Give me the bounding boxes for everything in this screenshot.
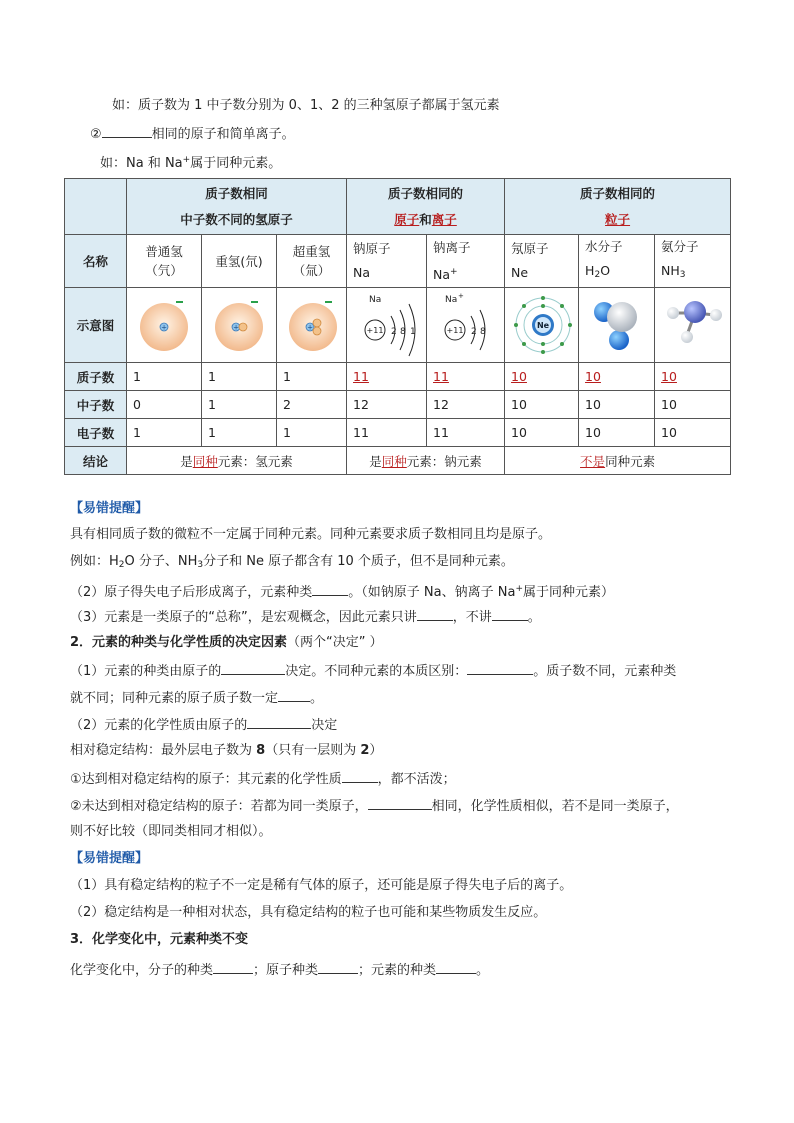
element-comparison-table [64,178,731,475]
svg-text:+: + [161,323,167,332]
section-2-line-2 [70,688,323,708]
name-cell-ne [505,235,579,288]
fig-na-nucleus: +11 [366,326,384,335]
conclusion-answer: 同种 [381,453,407,469]
fig-protium [127,288,202,363]
note-text: （2）原子得失电子后形成离子，元素种类 [70,585,313,600]
note-text: （2）元素的化学性质由原子的 [70,718,248,733]
header-and: 和 [419,211,432,227]
note-bold: 8 [256,743,266,758]
answer-blank[interactable] [467,661,533,675]
table-cell: 12 [427,391,505,419]
table-cell: 2 [277,391,347,419]
header-group1-line2: 中子数不同的氢原子 [180,211,293,227]
fig-na-shell3: 1 [410,327,416,337]
header-red-particle: 粒子 [605,211,631,227]
note-text: 属于同种元素） [522,585,614,600]
water-molecule-model [585,293,649,357]
table-cell: 1 [277,419,347,447]
name-tritium: 超重氢 [292,244,331,259]
note-line-2 [70,553,514,574]
table-cell: 11 [427,419,505,447]
name-ne: 氖原子 [511,241,549,256]
tritium-atom-diagram [283,295,343,355]
row-label-conclusion: 结论 [65,447,127,475]
table-cell-answer: 11 [353,369,369,384]
note-text: 。 [527,610,541,625]
note-text: ，不讲 [452,610,492,625]
section-2-title: 2．元素的种类与化学性质的决定因素 [70,635,288,650]
intro-line-3-sup: + [182,155,191,165]
symbol-na-ion-charge: + [450,266,458,277]
table-cell: 1 [127,419,202,447]
note-text: O 分子、NH [124,554,198,569]
ammonia-molecule-model [661,293,725,357]
answer-blank[interactable] [221,661,285,675]
formula-water-a: H [585,263,595,278]
answer-blank[interactable] [436,960,476,974]
table-cell-answer: 11 [433,369,449,384]
section-2-line-4 [70,742,382,760]
svg-text:+: + [307,323,313,332]
name-cell-na-ion [427,235,505,288]
note-text: ；元素的种类 [358,963,437,978]
conclusion-text: 是 [180,453,193,469]
intro-line-3-b: 属于同种元素。 [190,156,282,171]
header-group2-line2 [353,207,498,233]
ne-atom-model-diagram [511,293,575,357]
error-note-2: （2）稳定结构是一种相对状态，具有稳定结构的粒子也可能和某些物质发生反应。 [70,905,547,920]
name-na-atom: 钠原子 [353,241,391,256]
note-text: 。（如钠原子 Na、钠离子 Na [348,585,516,600]
name-cell-na-atom [347,235,427,288]
table-cell: 10 [579,391,655,419]
answer-blank[interactable] [342,769,378,783]
header-group2-line1: 质子数相同的 [388,185,464,201]
table-cell-answer: 10 [585,369,601,384]
intro-line-1: 如：质子数为 1 中子数分别为 0、1、2 的三种氢原子都属于氢元素 [112,98,500,113]
na-atom-structure-diagram [353,290,431,360]
note-text: 决定。不同种元素的本质区别： [285,664,468,679]
fig-ne-atom [505,288,579,363]
note-text: 相对稳定结构：最外层电子数为 [70,743,257,758]
fig-na-ion-nucleus: +11 [446,326,464,335]
fig-tritium [277,288,347,363]
formula-water-sub: 2 [594,270,601,280]
table-row-names [65,235,731,288]
header-hydrogen-group [127,179,347,235]
fig-ammonia [655,288,731,363]
note-text: （只有一层则为 [265,743,361,758]
symbol-na-ion: Na [433,266,451,282]
note-text: 化学变化中，分子的种类 [70,963,214,978]
intro-line-3-a: 如：Na 和 Na [100,156,183,171]
answer-blank[interactable] [213,960,253,974]
header-ten-proton-group [505,179,731,235]
note-text: ；原子种类 [253,963,319,978]
answer-blank[interactable] [368,796,432,810]
note-sub: 3 [197,560,204,570]
table-header-row [65,179,731,235]
table-cell: 10 [655,391,731,419]
header-red-ion: 离子 [431,211,457,227]
section-3-heading: 3．化学变化中，元素种类不变 [70,932,249,947]
table-row-neutrons [65,391,731,419]
note-text: 。质子数不同，元素种类 [533,664,677,679]
note-line-4 [70,607,541,627]
note-text: ①达到相对稳定结构的原子：其元素的化学性质 [70,772,342,787]
name-ammonia: 氨分子 [661,239,699,254]
conclusion-text: 元素：钠元素 [406,453,482,469]
note-text: ②未达到相对稳定结构的原子：若都为同一类原子， [70,799,368,814]
name-cell-deuterium [202,235,277,288]
circle-number: ② [90,127,102,142]
formula-ammonia-sub: 3 [679,270,686,280]
formula-water-b: O [600,263,611,278]
section-2-line-7: 则不好比较（即同类相同才相似）。 [70,824,272,839]
fig-na-ion-label: Na [445,295,458,305]
note-line-3 [70,580,614,602]
section-3-line [70,960,489,980]
table-cell: 1 [202,419,277,447]
intro-line-2 [90,124,295,144]
symbol-na-atom: Na [353,265,371,280]
table-cell: 1 [202,391,277,419]
name-tritium-alt: （氚） [292,263,331,278]
table-cell: 10 [505,419,579,447]
row-label-name: 名称 [65,235,127,288]
error-note-1: （1）具有稳定结构的粒子不一定是稀有气体的原子，还可能是原子得失电子后的离子。 [70,878,573,893]
table-row-figures [65,288,731,363]
note-text: ，都不活泼； [377,772,456,787]
note-text: 就不同；同种元素的原子质子数一定 [70,691,279,706]
note-text: ） [369,743,383,758]
row-label-neutrons: 中子数 [65,391,127,419]
answer-blank[interactable] [102,124,152,138]
na-ion-structure-diagram [433,290,511,360]
table-row-conclusion [65,447,731,475]
row-label-protons: 质子数 [65,363,127,391]
name-protium: 普通氢 [145,244,183,259]
name-cell-tritium [277,235,347,288]
table-cell: 10 [579,419,655,447]
name-deuterium: 重氢(氘) [215,254,263,269]
note-bold: 2 [360,743,370,758]
note-text: （1）元素的种类由原子的 [70,664,222,679]
conclusion-sodium [347,447,505,475]
fig-na-ion [427,288,505,363]
section-2-line-1 [70,661,676,681]
section-2-line-3 [70,715,337,735]
section-2-line-6 [70,796,679,816]
name-cell-ammonia [655,235,731,288]
svg-text:+: + [233,323,239,332]
conclusion-answer: 不是 [580,453,606,469]
conclusion-hydrogen [127,447,347,475]
row-label-electrons: 电子数 [65,419,127,447]
header-red-atom: 原子 [394,211,420,227]
fig-na-shell1: 2 [391,327,397,337]
table-cell: 12 [347,391,427,419]
note-sub: 2 [118,560,125,570]
intro-line-3 [100,151,281,173]
answer-blank[interactable] [247,715,311,729]
fig-ne-label: Ne [536,321,550,330]
fig-na-shell2: 8 [400,327,406,337]
note-text: 。 [476,963,490,978]
symbol-ne: Ne [511,265,529,280]
header-group1-line1: 质子数相同 [205,185,268,201]
protium-atom-diagram [134,295,194,355]
section-2-line-5 [70,769,456,789]
fig-na-ion-charge: + [458,292,464,300]
deuterium-atom-diagram [209,295,269,355]
fig-na-atom [347,288,427,363]
fig-na-ion-shell2: 8 [480,327,486,337]
name-protium-alt: （氕） [145,263,183,278]
name-cell-water [579,235,655,288]
note-sup: + [515,584,523,594]
fig-na-label: Na [369,295,382,305]
table-cell: 0 [127,391,202,419]
section-2-heading [70,634,383,652]
section-2-tail: （两个“决定” ） [287,635,383,650]
name-cell-protium [127,235,202,288]
header-group3-line1: 质子数相同的 [580,185,656,201]
note-text: 。 [310,691,324,706]
note-line-1: 具有相同质子数的微粒不一定属于同种元素。同种元素要求质子数相同且均是原子。 [70,527,552,542]
table-cell: 11 [347,419,427,447]
table-cell: 10 [505,391,579,419]
conclusion-text: 是 [369,453,382,469]
header-corner [65,179,127,235]
header-sodium-group [347,179,505,235]
name-na-ion: 钠离子 [433,239,471,255]
answer-blank[interactable] [417,607,453,621]
note-text: 分子和 Ne 原子都含有 10 个质子，但不是同种元素。 [203,554,514,569]
note-text: 相同，化学性质相似，若不是同一类原子， [431,799,679,814]
conclusion-text: 元素：氢元素 [217,453,293,469]
conclusion-ten-proton [505,447,731,475]
table-row-electrons [65,419,731,447]
table-cell: 1 [202,363,277,391]
table-row-protons [65,363,731,391]
note-text: 例如：H [70,554,119,569]
answer-blank[interactable] [492,607,528,621]
conclusion-text: 同种元素 [605,453,656,469]
note-text: （3）元素是一类原子的“总称”，是宏观概念，因此元素只讲 [70,610,417,625]
row-label-figure: 示意图 [65,288,127,363]
table-cell: 1 [127,363,202,391]
table-cell: 10 [655,419,731,447]
answer-blank[interactable] [278,688,310,702]
fig-na-ion-shell1: 2 [471,327,477,337]
fig-water [579,288,655,363]
name-water: 水分子 [585,239,623,254]
intro-line-2-text: 相同的原子和简单离子。 [151,127,295,142]
formula-ammonia-a: NH [661,263,680,278]
tip-heading-2: 【易错提醒】 [70,851,149,866]
tip-heading-1: 【易错提醒】 [70,501,149,516]
note-text: 决定 [311,718,338,733]
table-cell-answer: 10 [511,369,527,384]
conclusion-answer: 同种 [192,453,218,469]
table-cell: 1 [277,363,347,391]
answer-blank[interactable] [312,582,348,596]
fig-deuterium [202,288,277,363]
table-cell-answer: 10 [661,369,677,384]
answer-blank[interactable] [318,960,358,974]
